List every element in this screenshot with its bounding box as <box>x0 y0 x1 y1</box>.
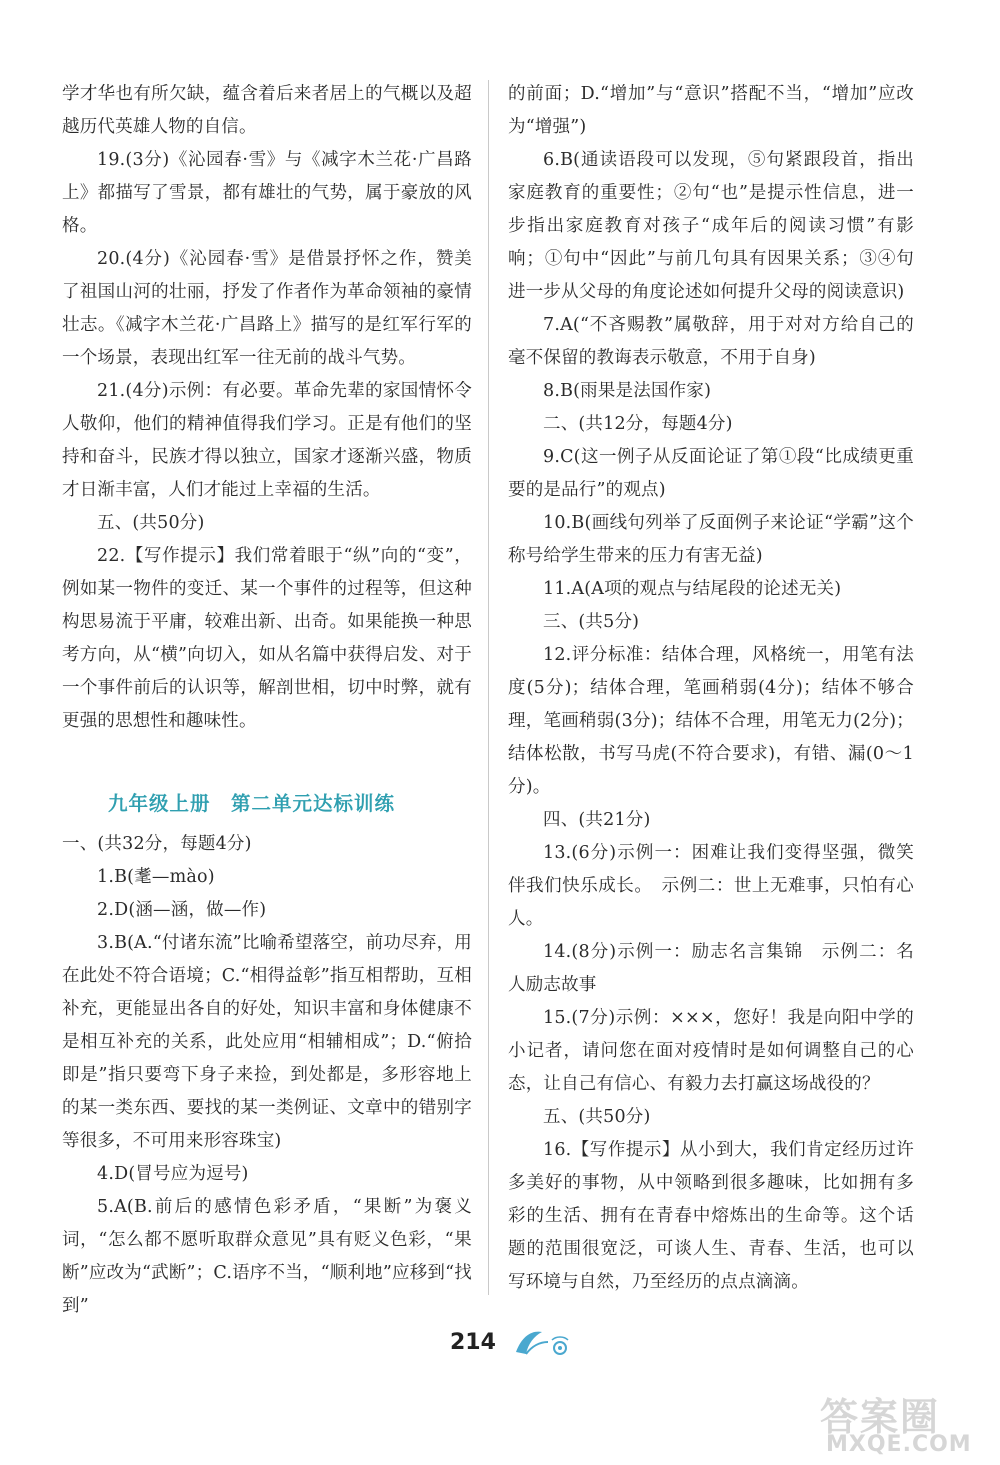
part-heading: 五、(共50分) <box>543 1107 651 1127</box>
answer-14: 14.(8分)示例一：励志名言集锦 示例二：名人励志故事 <box>508 942 914 995</box>
answer-2: 2.D(涵—涵，做—作) <box>97 900 267 920</box>
answer-line: 学才华也有所欠缺，蕴含着后来者居上的气概以及超越历代英雄人物的自信。 <box>62 84 472 137</box>
answer-5: 5.A(B.前后的感情色彩矛盾，“果断”为褒义词，“怎么都不愿听取群众意见”具有贬义色彩，“果断”应改为“武断”；C.语序不当，“顺利地”应移到“找到” <box>62 1197 472 1316</box>
left-column <box>62 78 472 1323</box>
answer-9: 9.C(这一例子从反面论证了第①段“比成绩更重要的是品行”的观点) <box>508 447 914 500</box>
answer-4: 4.D(冒号应为逗号) <box>97 1164 249 1184</box>
answer-10: 10.B(画线句列举了反面例子来论证“学霸”这个称号给学生带来的压力有害无益) <box>508 513 914 566</box>
part-heading: 一、(共32分，每题4分) <box>62 834 252 854</box>
answer-8: 8.B(雨果是法国作家) <box>543 381 712 401</box>
right-column <box>508 78 914 1299</box>
answer-6: 6.B(通读语段可以发现，⑤句紧跟段首，指出家庭教育的重要性；②句“也”是提示性信息，进一步指出家庭教育对孩子“成年后的阅读习惯”有影响；①句中“因此”与前几句具有因果关系；③④句进一步从父母的角度论述如何提升父母的阅读意识) <box>508 150 914 302</box>
watermark-bottom: MXQE.COM <box>826 1432 972 1457</box>
answer-13: 13.(6分)示例一：困难让我们变得坚强，微笑伴我们快乐成长。 示例二：世上无难事，只怕有心人。 <box>508 843 914 929</box>
part-heading: 五、(共50分) <box>97 513 205 533</box>
answer-1: 1.B(耄—mào) <box>97 867 215 887</box>
part-heading: 三、(共5分) <box>543 612 640 632</box>
answer-3: 3.B(A.“付诸东流”比喻希望落空，前功尽弃，用在此处不符合语境；C.“相得益彰”指互相帮助，互相补充，更能显出各自的好处，知识丰富和身体健康不是相互补充的关系，此处应用“相辅相成”；D.“俯拾即是”指只要弯下身子来捡，到处都是，多形容地上的某一类东西、要找的某一类例证、文章中的错别字等很多，不可用来形容珠宝) <box>62 933 472 1151</box>
watermark <box>816 1392 994 1462</box>
answer-20: 20.(4分)《沁园春·雪》是借景抒怀之作，赞美了祖国山河的壮丽，抒发了作者作为革命领袖的豪情壮志。《减字木兰花·广昌路上》描写的是红军行军的一个场景，表现出红军一往无前的战斗气势。 <box>62 249 472 368</box>
column-divider <box>488 80 489 1295</box>
answer-16: 16.【写作提示】从小到大，我们肯定经历过许多美好的事物，从中领略到很多趣味，比如拥有多彩的生活、拥有在青春中熔炼出的生命等。这个话题的范围很宽泛，可谈人生、青春、生活，也可以写环境与自然，乃至经历的点点滴滴。 <box>508 1140 914 1292</box>
leaf-logo-icon <box>512 1326 582 1362</box>
part-heading: 二、(共12分，每题4分) <box>543 414 733 434</box>
answer-11: 11.A(A项的观点与结尾段的论述无关) <box>543 579 842 599</box>
section-title: 九年级上册 第二单元达标训练 <box>108 792 396 815</box>
answer-15: 15.(7分)示例：×××，您好！我是向阳中学的小记者，请问您在面对疫情时是如何调整自己的心态，让自己有信心、有毅力去打赢这场战役的？ <box>508 1008 914 1094</box>
watermark-top: 答案圈 <box>820 1395 941 1439</box>
answer-21: 21.(4分)示例：有必要。革命先辈的家国情怀令人敬仰，他们的精神值得我们学习。正是有他们的坚持和奋斗，民族才得以独立，国家才逐渐兴盛，物质才日渐丰富，人们才能过上幸福的生活。 <box>62 381 472 500</box>
answer-7: 7.A(“不吝赐教”属敬辞，用于对对方给自己的毫不保留的教诲表示敬意，不用于自身) <box>508 315 914 368</box>
answer-12: 12.评分标准：结体合理，风格统一，用笔有法度(5分)；结体合理，笔画稍弱(4分)；结体不够合理，笔画稍弱(3分)；结体不合理，用笔无力(2分)；结体松散，书写马虎(不符合要求)，有错、漏(0～1分)。 <box>508 645 914 797</box>
page-number: 214 <box>450 1330 496 1355</box>
answer-22: 22.【写作提示】我们常着眼于“纵”向的“变”，例如某一物件的变迁、某一个事件的过程等，但这种构思易流于平庸，较难出新、出奇。如果能换一种思考方向，从“横”向切入，如从名篇中获得启发、对于一个事件前后的认识等，解剖世相，切中时弊，就有更强的思想性和趣味性。 <box>62 546 472 731</box>
answer-19: 19.(3分)《沁园春·雪》与《减字木兰花·广昌路上》都描写了雪景，都有雄壮的气势，属于豪放的风格。 <box>62 150 472 236</box>
answer-5-cont: 的前面；D.“增加”与“意识”搭配不当，“增加”应改为“增强”) <box>508 84 914 137</box>
part-heading: 四、(共21分) <box>543 810 651 830</box>
